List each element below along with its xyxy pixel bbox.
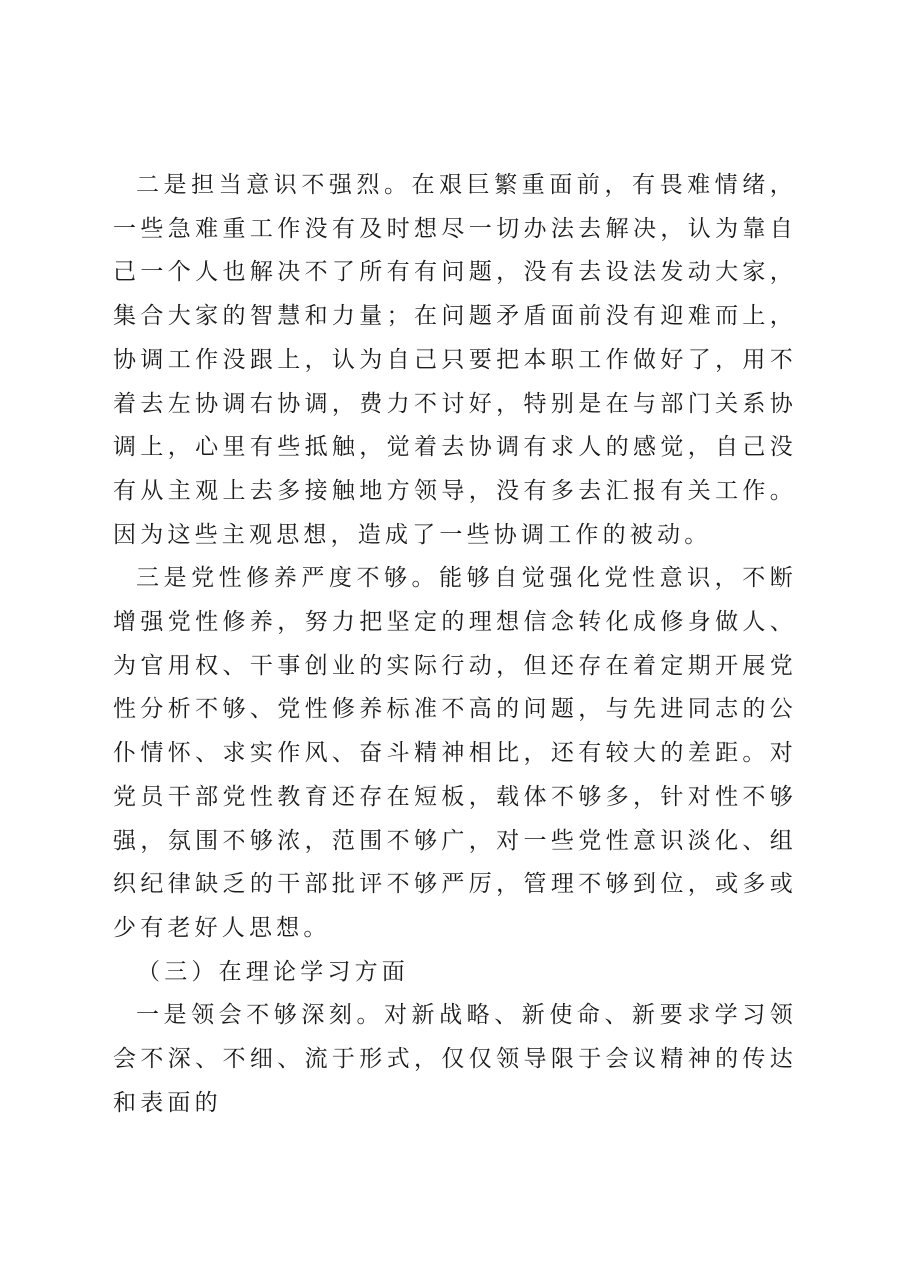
paragraph-responsibility-awareness: 二是担当意识不强烈。在艰巨繁重面前，有畏难情绪，一些急难重工作没有及时想尽一切办法去解决，认为靠自己一个人也解决不了所有有问题，没有去设法发动大家，集合大家的智慧和力量；在问题矛盾面前没有迎难而上，协调工作没跟上，认为自己只要把本职工作做好了，用不着去左协调右协调，费力不讨好，特别是在与部门关系协调上，心里有些抵触，觉着去协调有求人的感觉，自己没有从主观上去多接触地方领导，没有多去汇报有关工作。因为这些主观思想，造成了一些协调工作的被动。: [113, 172, 797, 548]
document-body: [113, 164, 797, 1125]
paragraph-understanding-depth: 一是领会不够深刻。对新战略、新使命、新要求学习领会不深、不细、流于形式，仅仅领导限于会议精神的传达和表面的: [113, 1002, 797, 1116]
section-heading-theory-study: （三）在理论学习方面: [137, 958, 409, 985]
paragraph-party-spirit-cultivation: 三是党性修养严度不够。能够自觉强化党性意识，不断增强党性修养，努力把坚定的理想信念转化成修身做人、为官用权、干事创业的实际行动，但还存在着定期开展党性分析不够、党性修养标准不高的问题，与先进同志的公仆情怀、求实作风、奋斗精神相比，还有较大的差距。对党员干部党性教育还存在短板，载体不够多，针对性不够强，氛围不够浓，范围不够广，对一些党性意识淡化、组织纪律缺乏的干部批评不够严厉，管理不够到位，或多或少有老好人思想。: [113, 565, 797, 941]
